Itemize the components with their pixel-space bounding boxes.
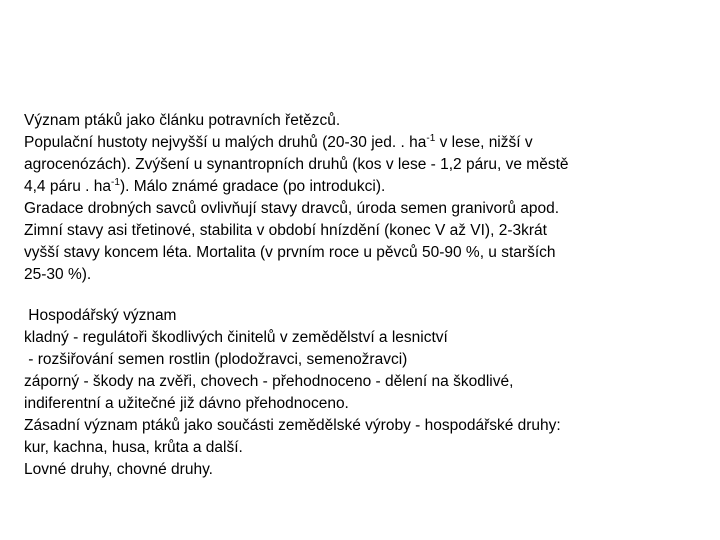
superscript: -1 bbox=[111, 177, 120, 188]
text-run: 4,4 páru . ha bbox=[24, 178, 112, 195]
text-line: Gradace drobných savců ovlivňují stavy dravců, úroda semen granivorů apod. bbox=[24, 200, 560, 217]
section-heading: Hospodářský význam bbox=[24, 307, 177, 324]
superscript: -1 bbox=[426, 133, 436, 144]
text-line: Zásadní význam ptáků jako součásti zemědělské výroby - hospodářské druhy: bbox=[24, 417, 561, 434]
text-line: indiferentní a užitečné již dávno přehodnoceno. bbox=[24, 395, 349, 412]
text-run: Populační hustoty nejvyšší u malých druhů (20-30 jed. . ha bbox=[24, 134, 427, 151]
text-line bbox=[24, 176, 704, 198]
text-line: záporný - škody na zvěři, chovech - přehodnoceno - dělení na škodlivé, bbox=[24, 373, 514, 390]
text-line bbox=[24, 132, 704, 154]
text-run: ). Málo známé gradace (po introdukci). bbox=[119, 178, 386, 195]
text-line: Zimní stavy asi třetinové, stabilita v období hnízdění (konec V až VI), 2-3krát bbox=[24, 222, 547, 239]
text-run: v lese, nižší v bbox=[435, 134, 533, 151]
text-line: 25-30 %). bbox=[24, 266, 92, 283]
text-line: Lovné druhy, chovné druhy. bbox=[24, 461, 213, 478]
text-block-economic-significance bbox=[24, 305, 704, 481]
text-line: vyšší stavy koncem léta. Mortalita (v prvním roce u pěvců 50-90 %, u starších bbox=[24, 244, 556, 261]
text-block-food-chains bbox=[24, 110, 704, 286]
text-line: agrocenózách). Zvýšení u synantropních druhů (kos v lese - 1,2 páru, ve městě bbox=[24, 156, 569, 173]
text-line: kladný - regulátoři škodlivých činitelů v zemědělství a lesnictví bbox=[24, 329, 448, 346]
text-line: kur, kachna, husa, krůta a další. bbox=[24, 439, 243, 456]
text-line: - rozšiřování semen rostlin (plodožravci, semenožravci) bbox=[24, 351, 408, 368]
text-line: Význam ptáků jako článku potravních řetězců. bbox=[24, 112, 341, 129]
